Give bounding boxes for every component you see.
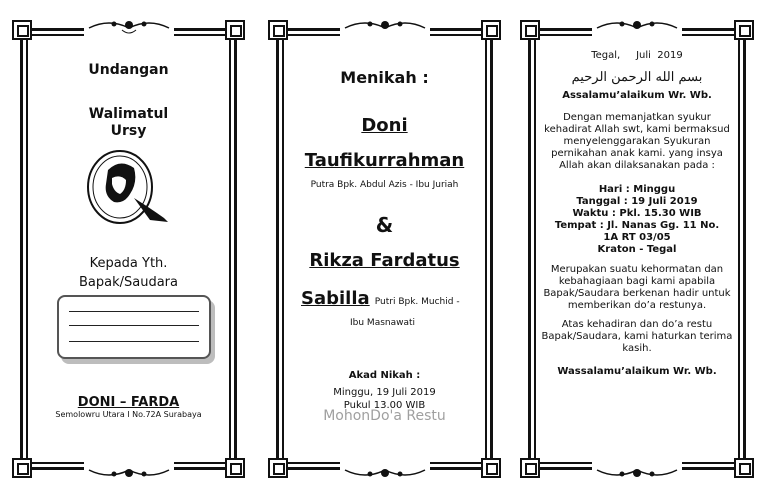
- floral-ornament-icon: [84, 462, 174, 482]
- floral-ornament-icon: [340, 16, 430, 36]
- watermark-text: MohonDo'a Restu: [323, 408, 446, 424]
- married-heading: Menikah :: [340, 68, 429, 87]
- groom-first-name: Doni: [361, 115, 408, 136]
- place-date: Tegal, Juli 2019: [591, 50, 683, 61]
- groom-last-name: Taufikurrahman: [304, 150, 465, 171]
- akad-title: Akad Nikah :: [348, 370, 421, 381]
- event-name-line2: Ursy: [110, 123, 147, 139]
- recipient-line2: Bapak/Saudara: [79, 275, 178, 290]
- corner-ornament: [520, 458, 540, 478]
- event-day: Hari : Minggu: [598, 183, 676, 195]
- closing-greeting: Wassalamu’alaikum Wr. Wb.: [557, 365, 717, 377]
- couple-name: DONI – FARDA: [77, 395, 180, 410]
- event-date: Tanggal : 19 Juli 2019: [576, 195, 698, 207]
- event-place-3: Kraton - Tegal: [597, 243, 677, 255]
- corner-ornament: [734, 20, 754, 40]
- corner-ornament: [225, 20, 245, 40]
- event-place-1: Tempat : Jl. Nanas Gg. 11 No.: [554, 219, 720, 231]
- invitation-text-panel: [520, 20, 754, 478]
- bride-portrait-illustration: [80, 148, 170, 226]
- bride-parents-2: Ibu Masnawati: [350, 318, 416, 328]
- corner-ornament: [12, 458, 32, 478]
- floral-ornament-icon: [592, 16, 682, 36]
- recipient-address-box[interactable]: [57, 295, 211, 359]
- corner-ornament: [481, 20, 501, 40]
- opening-greeting: Assalamu’alaikum Wr. Wb.: [562, 89, 712, 101]
- bride-last-name: Sabilla: [301, 288, 370, 309]
- event-place-2: 1A RT 03/05: [603, 231, 671, 243]
- corner-ornament: [12, 20, 32, 40]
- corner-ornament: [225, 458, 245, 478]
- corner-ornament: [734, 458, 754, 478]
- invitation-cover-panel: [12, 20, 245, 478]
- floral-ornament-icon: [340, 462, 430, 482]
- event-time: Waktu : Pkl. 15.30 WIB: [572, 207, 702, 219]
- akad-time: Pukul 13.00 WIB: [343, 400, 426, 411]
- bride-name-row: [301, 288, 501, 309]
- thanks-paragraph: Atas kehadiran dan do’a restu Bapak/Saudara, kami haturkan terima kasih.: [541, 318, 733, 354]
- floral-ornament-icon: [84, 16, 174, 36]
- event-name-line1: Walimatul: [88, 106, 169, 122]
- bride-first-name: Rikza Fardatus: [309, 250, 460, 271]
- couple-address: Semolowru Utara I No.72A Surabaya: [55, 410, 202, 419]
- recipient-line1: Kepada Yth.: [89, 256, 168, 271]
- corner-ornament: [268, 458, 288, 478]
- corner-ornament: [481, 458, 501, 478]
- intro-paragraph: Dengan memanjatkan syukur kehadirat Allah swt, kami bermaksud menyelenggarakan Syukuran pernikahan anak kami. yang insya Allah akan dilaksanakan pada :: [544, 111, 730, 171]
- akad-date: Minggu, 19 Juli 2019: [333, 387, 436, 398]
- bride-parents-1: Putri Bpk. Muchid -: [374, 297, 460, 307]
- letter-body: [540, 50, 734, 378]
- floral-ornament-icon: [592, 462, 682, 482]
- bismillah-calligraphy: بسم الله الرحمن الرحيم: [571, 70, 703, 85]
- ampersand: &: [375, 213, 394, 237]
- corner-ornament: [520, 20, 540, 40]
- corner-ornament: [268, 20, 288, 40]
- groom-parents: Putra Bpk. Abdul Azis - Ibu Juriah: [310, 180, 459, 190]
- honor-paragraph: Merupakan suatu kehormatan dan kebahagiaan bagi kami apabila Bapak/Saudara berkenan hadir untuk memberikan do’a restunya.: [543, 263, 731, 311]
- couple-panel: [268, 20, 501, 478]
- invitation-title: Undangan: [88, 62, 169, 78]
